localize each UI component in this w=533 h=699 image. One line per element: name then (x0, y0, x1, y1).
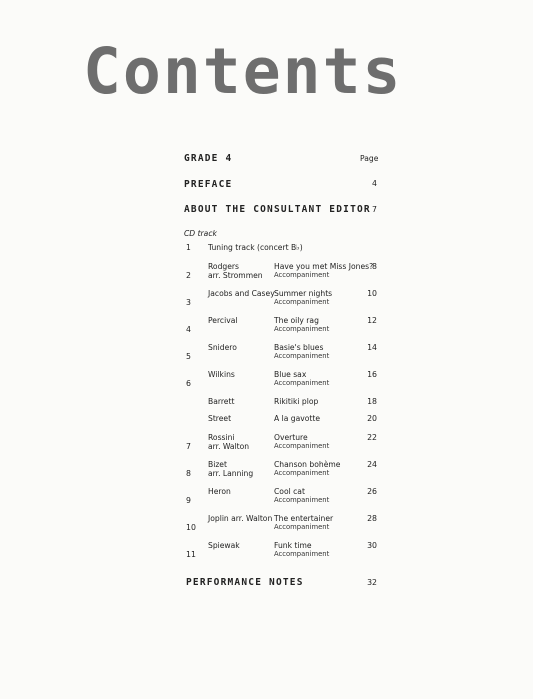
composer-line: Percival (208, 316, 238, 325)
contents-entry (0, 370, 533, 396)
piece-title: Chanson bohème (274, 460, 341, 469)
contents-entry (0, 433, 533, 459)
preface-page: 4 (372, 179, 377, 188)
page-title: Contents (83, 35, 403, 108)
piece (274, 414, 320, 423)
piece-title: The entertainer (274, 514, 334, 523)
composer-line: Jacobs and Casey (208, 289, 275, 298)
performance-notes-page: 32 (367, 578, 377, 587)
piece-title: Blue sax (274, 370, 307, 379)
piece (274, 397, 318, 406)
contents-entry (0, 289, 533, 315)
page-number: 30 (367, 541, 377, 550)
page-number: 10 (367, 289, 377, 298)
piece (274, 370, 329, 388)
piece-title: Rikitiki plop (274, 397, 319, 406)
page-number: 16 (367, 370, 377, 379)
cd-track-number: 9 (186, 496, 191, 505)
about-editor-page: 7 (372, 205, 377, 214)
tuning-track-label: Tuning track (concert B♭) (208, 243, 303, 252)
composer (208, 370, 235, 379)
composer (208, 414, 231, 423)
accompaniment-label: Accompaniment (274, 352, 330, 360)
composer-line: Barrett (208, 397, 235, 406)
accompaniment-label: Accompaniment (274, 469, 330, 477)
page-number: 24 (367, 460, 377, 469)
accompaniment-label: Accompaniment (274, 298, 330, 306)
piece (274, 487, 329, 505)
composer (208, 541, 240, 550)
composer-line: Rodgers (208, 262, 239, 271)
contents-entry (0, 460, 533, 486)
contents-entry (0, 343, 533, 369)
composer-line: Rossini (208, 433, 235, 442)
performance-notes-label: PERFORMANCE NOTES (186, 577, 304, 588)
page-number: 22 (367, 433, 377, 442)
accompaniment-label: Accompaniment (274, 523, 330, 531)
composer-line: Spiewak (208, 541, 240, 550)
cd-track-number: 7 (186, 442, 191, 451)
contents-entry (0, 514, 533, 540)
grade-heading: GRADE 4 (184, 153, 233, 164)
piece (274, 541, 329, 559)
piece-title: A la gavotte (274, 414, 321, 423)
composer-line: Bizet (208, 460, 227, 469)
preface-label: PREFACE (184, 179, 233, 190)
piece-title: Have you met Miss Jones? (274, 262, 374, 271)
composer (208, 514, 272, 523)
accompaniment-label: Accompaniment (274, 550, 330, 558)
page-number: 28 (367, 514, 377, 523)
composer-line: arr. Strommen (208, 271, 263, 280)
cd-track-number: 5 (186, 352, 191, 361)
piece-title: The oily rag (274, 316, 319, 325)
cd-track-number: 8 (186, 469, 191, 478)
piece-title: Cool cat (274, 487, 305, 496)
composer-line: Wilkins (208, 370, 235, 379)
cd-track-number: 6 (186, 379, 191, 388)
accompaniment-label: Accompaniment (274, 442, 330, 450)
cd-track-number: 4 (186, 325, 191, 334)
cd-track-number: 11 (186, 550, 196, 559)
cd-track-number: 3 (186, 298, 191, 307)
contents-entry (0, 541, 533, 567)
page-number: 26 (367, 487, 377, 496)
composer (208, 460, 253, 478)
page-number: 8 (372, 262, 377, 271)
piece-title: Basie's blues (274, 343, 324, 352)
page-column-header: Page (360, 154, 379, 163)
composer-line: Street (208, 414, 232, 423)
composer (208, 343, 237, 352)
accompaniment-label: Accompaniment (274, 271, 330, 279)
piece-title: Funk time (274, 541, 312, 550)
accompaniment-label: Accompaniment (274, 325, 330, 333)
composer (208, 262, 263, 280)
composer (208, 487, 231, 496)
piece (274, 289, 332, 307)
composer (208, 433, 249, 451)
composer-line: arr. Walton (208, 442, 250, 451)
cd-track-header: CD track (184, 229, 217, 238)
about-editor-label: ABOUT THE CONSULTANT EDITOR (184, 204, 371, 215)
composer (208, 289, 275, 298)
piece (274, 316, 329, 334)
cd-track-number: 10 (186, 523, 196, 532)
page-number: 18 (367, 397, 377, 406)
composer-line: arr. Lanning (208, 469, 254, 478)
page-number: 20 (367, 414, 377, 423)
composer-line: Heron (208, 487, 231, 496)
piece (274, 433, 329, 451)
accompaniment-label: Accompaniment (274, 379, 330, 387)
piece (274, 514, 333, 532)
piece-title: Summer nights (274, 289, 333, 298)
cd-track-number: 2 (186, 271, 191, 280)
page-number: 12 (367, 316, 377, 325)
contents-entry (0, 316, 533, 342)
page-number: 14 (367, 343, 377, 352)
composer-line: Snidero (208, 343, 237, 352)
composer (208, 316, 237, 325)
contents-entry (0, 262, 533, 288)
composer (208, 397, 234, 406)
piece-title: Overture (274, 433, 308, 442)
contents-entry (0, 487, 533, 513)
tuning-track-number: 1 (186, 243, 191, 252)
piece (274, 460, 340, 478)
piece (274, 343, 329, 361)
composer-line: Joplin arr. Walton (208, 514, 273, 523)
accompaniment-label: Accompaniment (274, 496, 330, 504)
